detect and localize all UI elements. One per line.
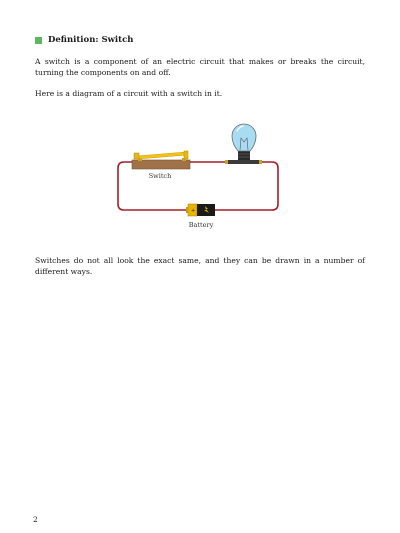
- light-bulb-icon: [225, 124, 262, 164]
- switch-icon: [132, 151, 190, 169]
- battery-label: Battery: [188, 221, 214, 229]
- definition-heading: [35, 35, 133, 45]
- closing-paragraph: Switches do not all look the exact same, and they can be drawn in a number of different ways.: [35, 256, 365, 276]
- definition-paragraph: A switch is a component of an electric circuit that makes or breaks the circuit, turning the components on and off.: [35, 57, 365, 77]
- definition-marker-icon: [35, 37, 42, 44]
- definition-title: Definition: Switch: [48, 35, 134, 45]
- page-number: 2: [33, 515, 38, 524]
- switch-label: Switch: [148, 172, 172, 180]
- intro-paragraph: Here is a diagram of a circuit with a switch in it.: [35, 89, 223, 98]
- svg-text:+: +: [191, 208, 196, 214]
- circuit-diagram: [110, 112, 290, 232]
- battery-icon: [186, 204, 215, 216]
